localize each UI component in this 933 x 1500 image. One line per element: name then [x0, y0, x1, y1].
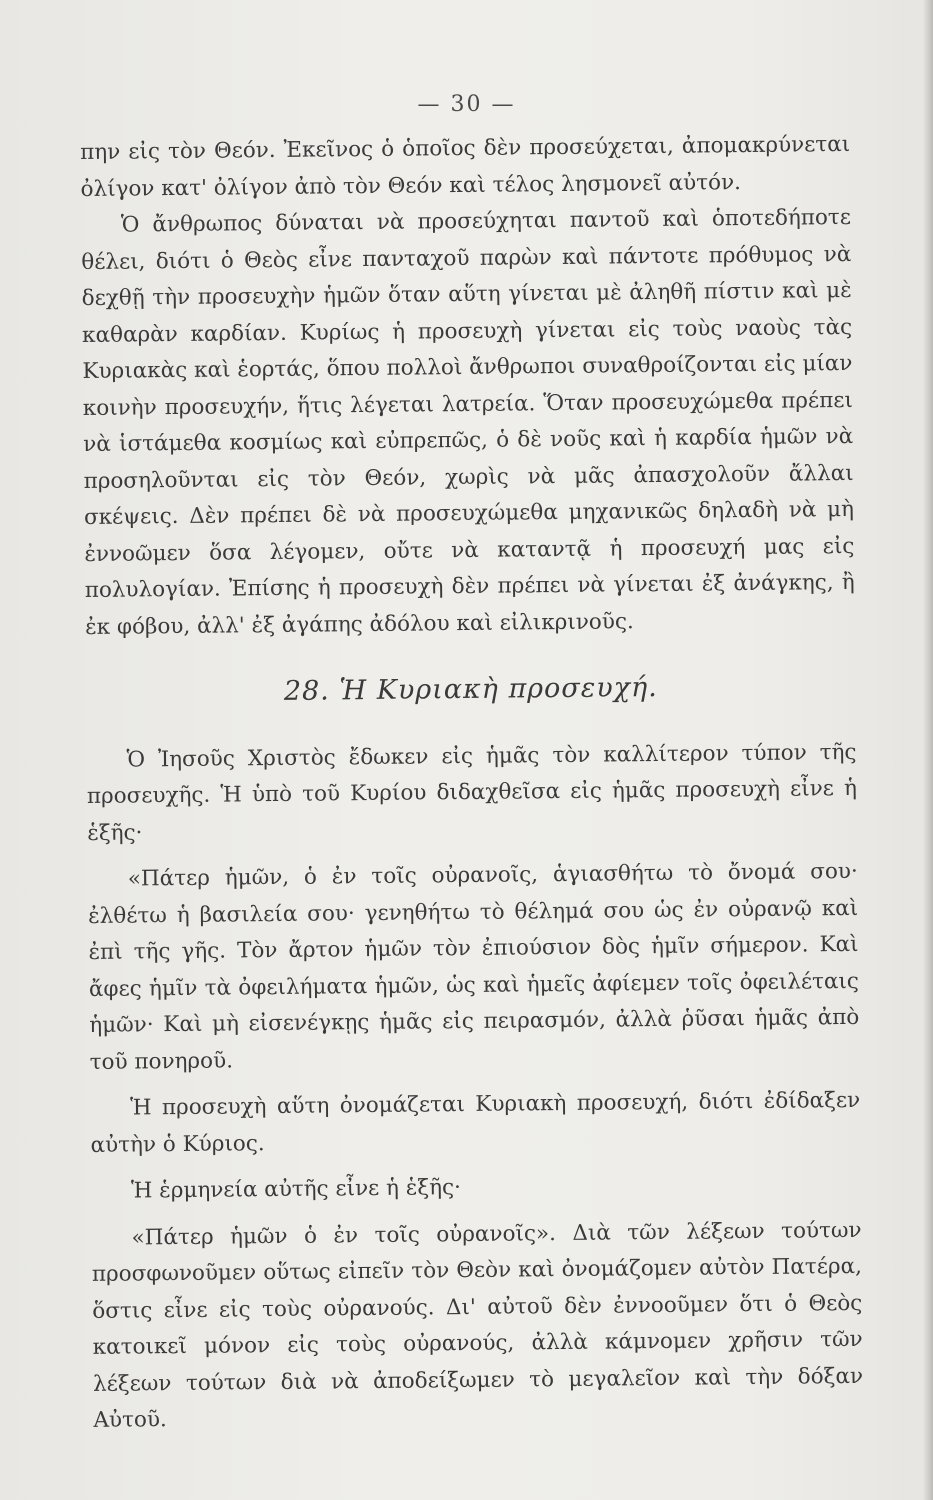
paragraph-name-origin: Ἡ προσευχὴ αὕτη ὀνομάζεται Κυριακὴ προσευχή, διότι ἐδίδαξεν αὐτὴν ὁ Κύριος. [90, 1087, 861, 1158]
page-body [80, 127, 864, 1439]
paragraph-interpretation-intro: Ἡ ἑρμηνεία αὐτῆς εἶνε ἡ ἑξῆς· [130, 1175, 462, 1204]
page-number: — 30 — [417, 92, 516, 117]
paragraph-interpretation: «Πάτερ ἡμῶν ὁ ἐν τοῖς οὐρανοῖς». Διὰ τῶν λέξεων τούτων προσφωνοῦμεν οὕτως εἰπεῖν τὸν Θεὸν καὶ ὀνομάζομεν αὐτὸν Πατέρα, ὅστις εἶνε εἰς τοὺς οὐρανούς. Δι' αὐτοῦ δὲν ἐννοοῦμεν ὅτι ὁ Θεὸς κατοικεῖ μόνον εἰς τοὺς οὐρανούς, ἀλλὰ κάμνομεν χρῆσιν τῶν λέξεων τούτων διὰ νὰ ἀποδείξωμεν τὸ μεγαλεῖον καὶ τὴν δόξαν Αὐτοῦ. [91, 1217, 864, 1433]
paragraph-intro: Ὁ Ἰησοῦς Χριστὸς ἔδωκεν εἰς ἡμᾶς τὸν καλλίτερον τύπον τῆς προσευχῆς. Ἡ ὑπὸ τοῦ Κυρίου διδαχθεῖσα εἰς ἡμᾶς προσευχὴ εἶνε ἡ ἑξῆς· [86, 739, 858, 846]
paragraph-lords-prayer: «Πάτερ ἡμῶν, ὁ ἐν τοῖς οὐρανοῖς, ἁγιασθήτω τὸ ὄνομά σου· ἐλθέτω ἡ βασιλεία σου· γενηθήτω τὸ θέλημά σου ὡς ἐν οὐρανῷ καὶ ἐπὶ τῆς γῆς. Τὸν ἄρτον ἡμῶν τὸν ἐπιούσιον δὸς ἡμῖν σήμερον. Καὶ ἄφες ἡμῖν τὰ ὀφειλήματα ἡμῶν, ὡς καὶ ἡμεῖς ἀφίεμεν τοῖς ὀφειλέταις ἡμῶν· Καὶ μὴ εἰσενέγκῃς ἡμᾶς εἰς πειρασμόν, ἀλλὰ ῥῦσαι ἡμᾶς ἀπὸ τοῦ πονηροῦ. [88, 858, 860, 1075]
paragraph-continuation: πην εἰς τὸν Θεόν. Ἐκεῖνος ὁ ὁποῖος δὲν προσεύχεται, ἀπομακρύνεται ὀλίγον κατ' ὀλίγον ἀπὸ τὸν Θεόν καὶ τέλος λησμονεῖ αὐτόν. [80, 131, 851, 202]
section-heading: 28. Ἡ Κυριακὴ προσευχή. [283, 671, 658, 707]
page-edge-shadow [923, 0, 933, 1500]
paragraph-prayer-place: Ὁ ἄνθρωπος δύναται νὰ προσεύχηται παντοῦ καὶ ὁποτεδήποτε θέλει, διότι ὁ Θεὸς εἶνε πανταχοῦ παρὼν καὶ πάντοτε πρόθυμος νὰ δεχθῇ τὴν προσευχὴν ἡμῶν ὅταν αὕτη γίνεται μὲ ἀληθῆ πίστιν καὶ μὲ καθαρὰν καρδίαν. Κυρίως ἡ προσευχὴ γίνεται εἰς τοὺς ναοὺς τὰς Κυριακὰς καὶ ἑορτάς, ὅπου πολλοὶ ἄνθρωποι συναθροίζονται εἰς μίαν κοινὴν προσευχήν, ἥτις λέγεται λατρεία. Ὅταν προσευχώμεθα πρέπει νὰ ἱστάμεθα κοσμίως καὶ εὐπρεπῶς, ὁ δὲ νοῦς καὶ ἡ καρδία ἡμῶν νὰ προσηλοῦνται εἰς τὸν Θεόν, χωρὶς νὰ μᾶς ἀπασχολοῦν ἄλλαι σκέψεις. Δὲν πρέπει δὲ νὰ προσευχώμεθα μηχανικῶς δηλαδὴ νὰ μὴ ἐννοῶμεν ὅσα λέγομεν, οὔτε νὰ καταντᾷ ἡ προσευχή μας εἰς πολυλογίαν. Ἐπίσης ἡ προσευχὴ δὲν πρέπει νὰ γίνεται ἐξ ἀνάγκης, ἢ ἐκ φόβου, ἀλλ' ἐξ ἀγάπης ἀδόλου καὶ εἰλικρινοῦς. [81, 204, 855, 640]
